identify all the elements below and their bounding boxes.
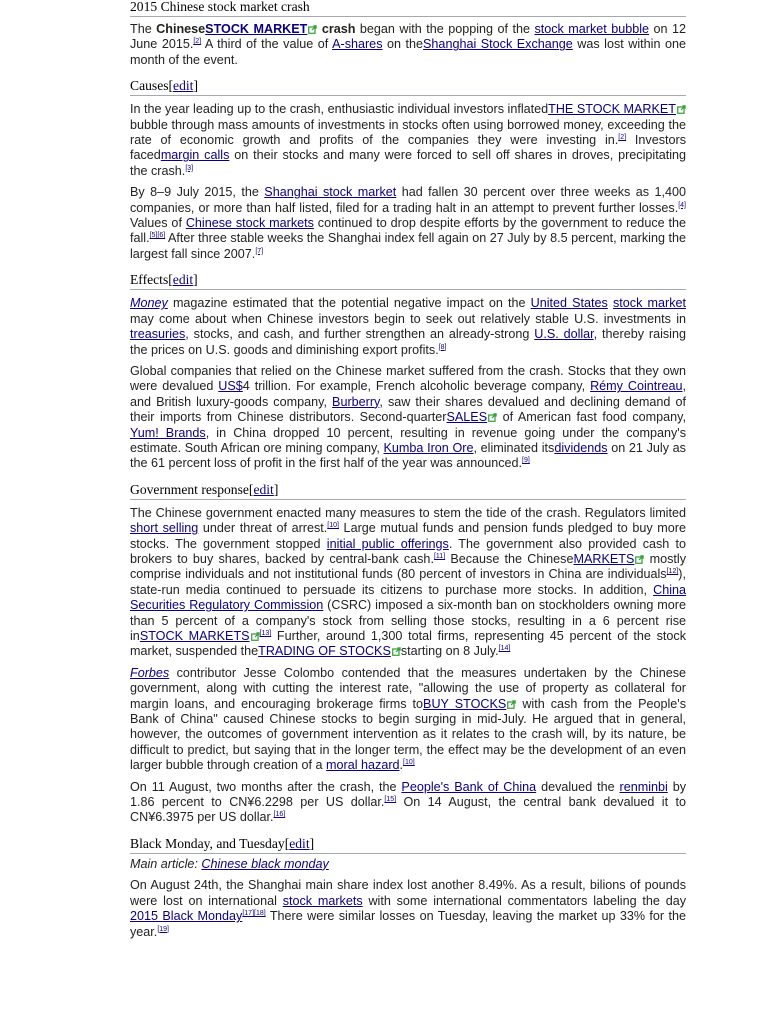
link-moral-hazard[interactable]: moral hazard <box>326 758 400 773</box>
text: bubble through mass amounts of investments in stocks often using borrowed money, exceeding the rate of economic growth and profits of the companies they were investing in. <box>130 117 686 148</box>
text: on their stocks and many were forced to sell off shares in droves, precipitating the crash. <box>130 148 686 178</box>
link-shanghai-stock-market[interactable]: Shanghai stock market <box>264 185 397 200</box>
text: There were similar losses on Tuesday, leaving the market up 33% for the year. <box>130 909 686 939</box>
reference-link[interactable]: [9] <box>522 457 530 465</box>
text: (CSRC) imposed a six-month ban on stockholders owning more than 5 percent of a company's stock from selling those stocks, resulting in a 6 percent rise in <box>130 598 686 643</box>
text: . The government also provided cash to brokers to buy shares, backed by central-bank cash. <box>130 536 686 566</box>
reference-link[interactable]: [2] <box>193 38 202 46</box>
link-sales[interactable]: SALES <box>446 410 488 425</box>
link-renminbi[interactable]: renminbi <box>619 779 668 794</box>
external-link-icon <box>308 25 317 34</box>
link-2015-black-monday[interactable]: 2015 Black Monday <box>130 909 243 924</box>
text: had fallen 30 percent over three weeks as 1,400 companies, or more than half listed, filed for a trading halt in an attempt to prevent further losses. <box>130 185 686 215</box>
reference-link[interactable]: [19] <box>157 925 169 933</box>
link-chinese-black-monday[interactable]: Chinese black monday <box>201 856 329 871</box>
text: on the <box>382 37 424 52</box>
text: Large mutual funds and pension funds pledged to buy more stocks. The government stopped <box>130 521 686 551</box>
link-initial-public-offerings[interactable]: initial public offerings <box>326 536 449 551</box>
government-paragraph-2 <box>130 666 686 774</box>
reference-link[interactable]: [7] <box>255 247 264 255</box>
text: On 14 August, the central bank devalued it to CN¥6.3975 per US dollar. <box>130 795 686 825</box>
text: devalued the <box>536 779 620 794</box>
reference-link[interactable]: [5][6] <box>149 232 166 240</box>
text: After three stable weeks the Shanghai index fell again on 27 July by 8.5 percent, marking the largest fall since 2007. <box>130 231 686 261</box>
text: On August 24th, the Shanghai main share index lost another 8.49%. As a result, bilions of pounds were lost on international <box>130 878 686 908</box>
link-trading-of-stocks[interactable]: TRADING OF STOCKS <box>258 644 391 659</box>
link-forbes[interactable]: Forbes <box>130 665 170 680</box>
text: , stocks, and cash, and further strengthen an already-strong <box>185 327 535 342</box>
text: , eliminated its <box>473 440 555 455</box>
link-markets[interactable]: MARKETS <box>573 551 635 566</box>
link-stock-market-bubble[interactable]: stock market bubble <box>534 22 650 36</box>
black-monday-paragraph <box>130 878 686 940</box>
text: began with the popping of the <box>355 22 535 36</box>
external-link-icon <box>677 105 686 114</box>
link-stock-markets[interactable]: STOCK MARKETS <box>139 629 250 643</box>
link-peoples-bank-of-china[interactable]: People's Bank of China <box>401 779 537 794</box>
link-a-shares[interactable]: A-shares <box>332 37 383 52</box>
text: In the year leading up to the crash, enthusiastic individual investors inflated <box>130 102 549 117</box>
effects-paragraph-2 <box>130 364 686 472</box>
link-stock-markets[interactable]: stock markets <box>282 893 363 908</box>
external-link-icon <box>392 647 401 656</box>
section-heading-black-monday: Black Monday, and Tuesday[edit] <box>130 835 686 854</box>
text: with cash from the People's Bank of China" caused Chinese stocks to begin surging in mid-July. He argued that in general, however, the outcomes of government intervention as it relates to the crash will, by its nature, be difficult to predict, but saying that in the longer term, the effect may be the development of an even larger bubble through creation of a <box>130 696 686 773</box>
link-margin-calls[interactable]: margin calls <box>160 148 230 163</box>
external-link-icon <box>488 413 497 422</box>
article-title <box>130 0 686 17</box>
link-remy-cointreau[interactable]: Rémy Cointreau <box>590 379 683 394</box>
text: continued to drop despite efforts by the government to reduce the fall. <box>130 216 686 246</box>
link-chinese-stock-markets[interactable]: Chinese stock markets <box>185 216 314 231</box>
text: , and British luxury-goods company, <box>130 379 686 409</box>
text-bold: Chinese <box>156 22 206 36</box>
reference-link[interactable]: [10] <box>327 522 339 530</box>
reference-link[interactable]: [4] <box>678 201 686 209</box>
link-stock-market[interactable]: stock market <box>613 296 687 311</box>
text: starting on 8 July. <box>400 644 499 659</box>
hatnote <box>130 857 686 872</box>
text-bold: crash <box>317 22 356 36</box>
section-heading-causes: Causes[edit] <box>130 77 686 96</box>
intro-paragraph <box>130 22 686 68</box>
article-title-text: 2015 Chinese stock market crash <box>130 0 310 14</box>
edit-link-causes[interactable]: edit <box>173 78 194 94</box>
reference-link[interactable]: [17][18] <box>242 910 266 918</box>
link-shanghai-stock-exchange[interactable]: Shanghai Stock Exchange <box>423 37 573 52</box>
link-us-dollar[interactable]: U.S. dollar <box>534 327 594 342</box>
external-link-icon <box>507 700 516 709</box>
reference-link[interactable]: [16] <box>273 811 286 819</box>
link-dividends[interactable]: dividends <box>554 440 608 455</box>
link-kumba-iron-ore[interactable]: Kumba Iron Ore <box>383 440 474 455</box>
text: , thereby raising the prices on U.S. goods and diminishing export profits. <box>130 327 686 357</box>
text: on 12 June 2015. <box>130 22 687 52</box>
link-the-stock-market[interactable]: THE STOCK MARKET <box>548 102 676 117</box>
text: Because the Chinese <box>445 551 574 566</box>
link-short-selling[interactable]: short selling <box>130 521 199 536</box>
text: under threat of arrest. <box>198 521 328 536</box>
section-heading-effects: Effects[edit] <box>130 271 686 290</box>
text: on 21 July as the 61 percent loss of profit in the first half of the year was announced. <box>130 440 686 471</box>
heading-text: Black Monday, and Tuesday <box>130 835 285 851</box>
text: . <box>399 758 404 773</box>
text: Further, around 1,300 total firms, representing 45 percent of the stock market, suspended the <box>130 629 686 659</box>
government-paragraph-3 <box>130 780 686 826</box>
reference-link[interactable]: [11] <box>433 552 446 560</box>
text: with some international commentators labeling the day <box>362 893 686 908</box>
text: The <box>130 22 157 36</box>
link-money-magazine[interactable]: Money <box>130 296 168 311</box>
edit-link-black-monday[interactable]: edit <box>289 835 310 851</box>
text: Investors faced <box>130 133 687 163</box>
section-heading-government-response: Government response[edit] <box>130 481 686 500</box>
causes-paragraph-2 <box>130 185 686 262</box>
reference-link[interactable]: [2] <box>618 134 627 142</box>
causes-paragraph-1 <box>130 102 686 179</box>
link-burberry[interactable]: Burberry <box>332 394 380 409</box>
text: of American fast food company, <box>497 410 686 425</box>
reference-link[interactable]: [14] <box>498 645 511 653</box>
reference-link[interactable]: [13] <box>259 630 272 637</box>
text: , in China dropped 10 percent, resulting in revenue going under the company's estimate. South African ore mining company, <box>130 425 686 455</box>
heading-text: Causes <box>130 78 169 94</box>
link-united-states[interactable]: United States <box>530 296 608 311</box>
article <box>130 0 686 940</box>
link-treasuries[interactable]: treasuries <box>130 327 186 342</box>
reference-link[interactable]: [10] <box>403 759 415 767</box>
edit-link-effects[interactable]: edit <box>172 272 194 288</box>
text: Global companies that relied on the Chinese market suffered from the crash. Stocks that they own were devalued <box>130 363 686 394</box>
reference-link[interactable]: [8] <box>438 343 447 351</box>
hatnote-label: Main article: <box>130 856 202 871</box>
text: A third of the value of <box>201 37 333 52</box>
text: Values of <box>130 216 186 231</box>
reference-link[interactable]: [12] <box>666 568 679 576</box>
heading-text: Effects <box>130 272 169 288</box>
text: magazine estimated that the potential negative impact on the <box>167 296 531 311</box>
text: , saw their shares devalued and declining demand of their imports from Chinese distributors. Second-quarter <box>130 394 686 425</box>
text: The Chinese government enacted many measures to stem the tide of the crash. Regulators limited <box>130 505 686 520</box>
link-stock-market[interactable]: STOCK MARKET <box>205 22 308 36</box>
reference-link[interactable]: [3] <box>185 164 194 172</box>
reference-link[interactable]: [15] <box>384 796 397 804</box>
text: may come about when Chinese investors begin to seek out relatively stable U.S. investments in <box>130 311 686 326</box>
text: mostly comprise individuals and not institutional funds (80 percent of investors in China are individuals <box>130 551 686 582</box>
text: 4 trillion. For example, French alcoholic beverage company, <box>242 379 591 394</box>
effects-paragraph-1 <box>130 296 686 358</box>
text: By 8–9 July 2015, the <box>130 185 265 200</box>
link-buy-stocks[interactable]: BUY STOCKS <box>423 696 507 711</box>
link-us-dollar-sign[interactable]: US$ <box>218 379 243 394</box>
edit-link-government-response[interactable]: edit <box>253 481 274 497</box>
government-paragraph-1 <box>130 506 686 660</box>
text: On 11 August, two months after the crash, the <box>130 779 402 794</box>
link-yum-brands[interactable]: Yum! Brands <box>130 425 206 440</box>
link-csrc[interactable]: China Securities Regulatory Commission <box>130 582 686 613</box>
external-link-icon <box>251 632 260 641</box>
text: by 1.86 percent to CN¥6.2298 per US dollar. <box>130 779 687 810</box>
text: contributor Jesse Colombo contended that the measures undertaken by the Chinese government, along with cutting the interest rate, "allowing the use of property as collateral for margin loans, and encouraging brokerage firms to <box>130 665 686 711</box>
heading-text: Government response <box>130 481 249 497</box>
text: ), state-run media continued to persuade its citizens to purchase more stocks. In addition, <box>130 567 686 597</box>
text: was lost within one month of the event. <box>130 37 686 67</box>
